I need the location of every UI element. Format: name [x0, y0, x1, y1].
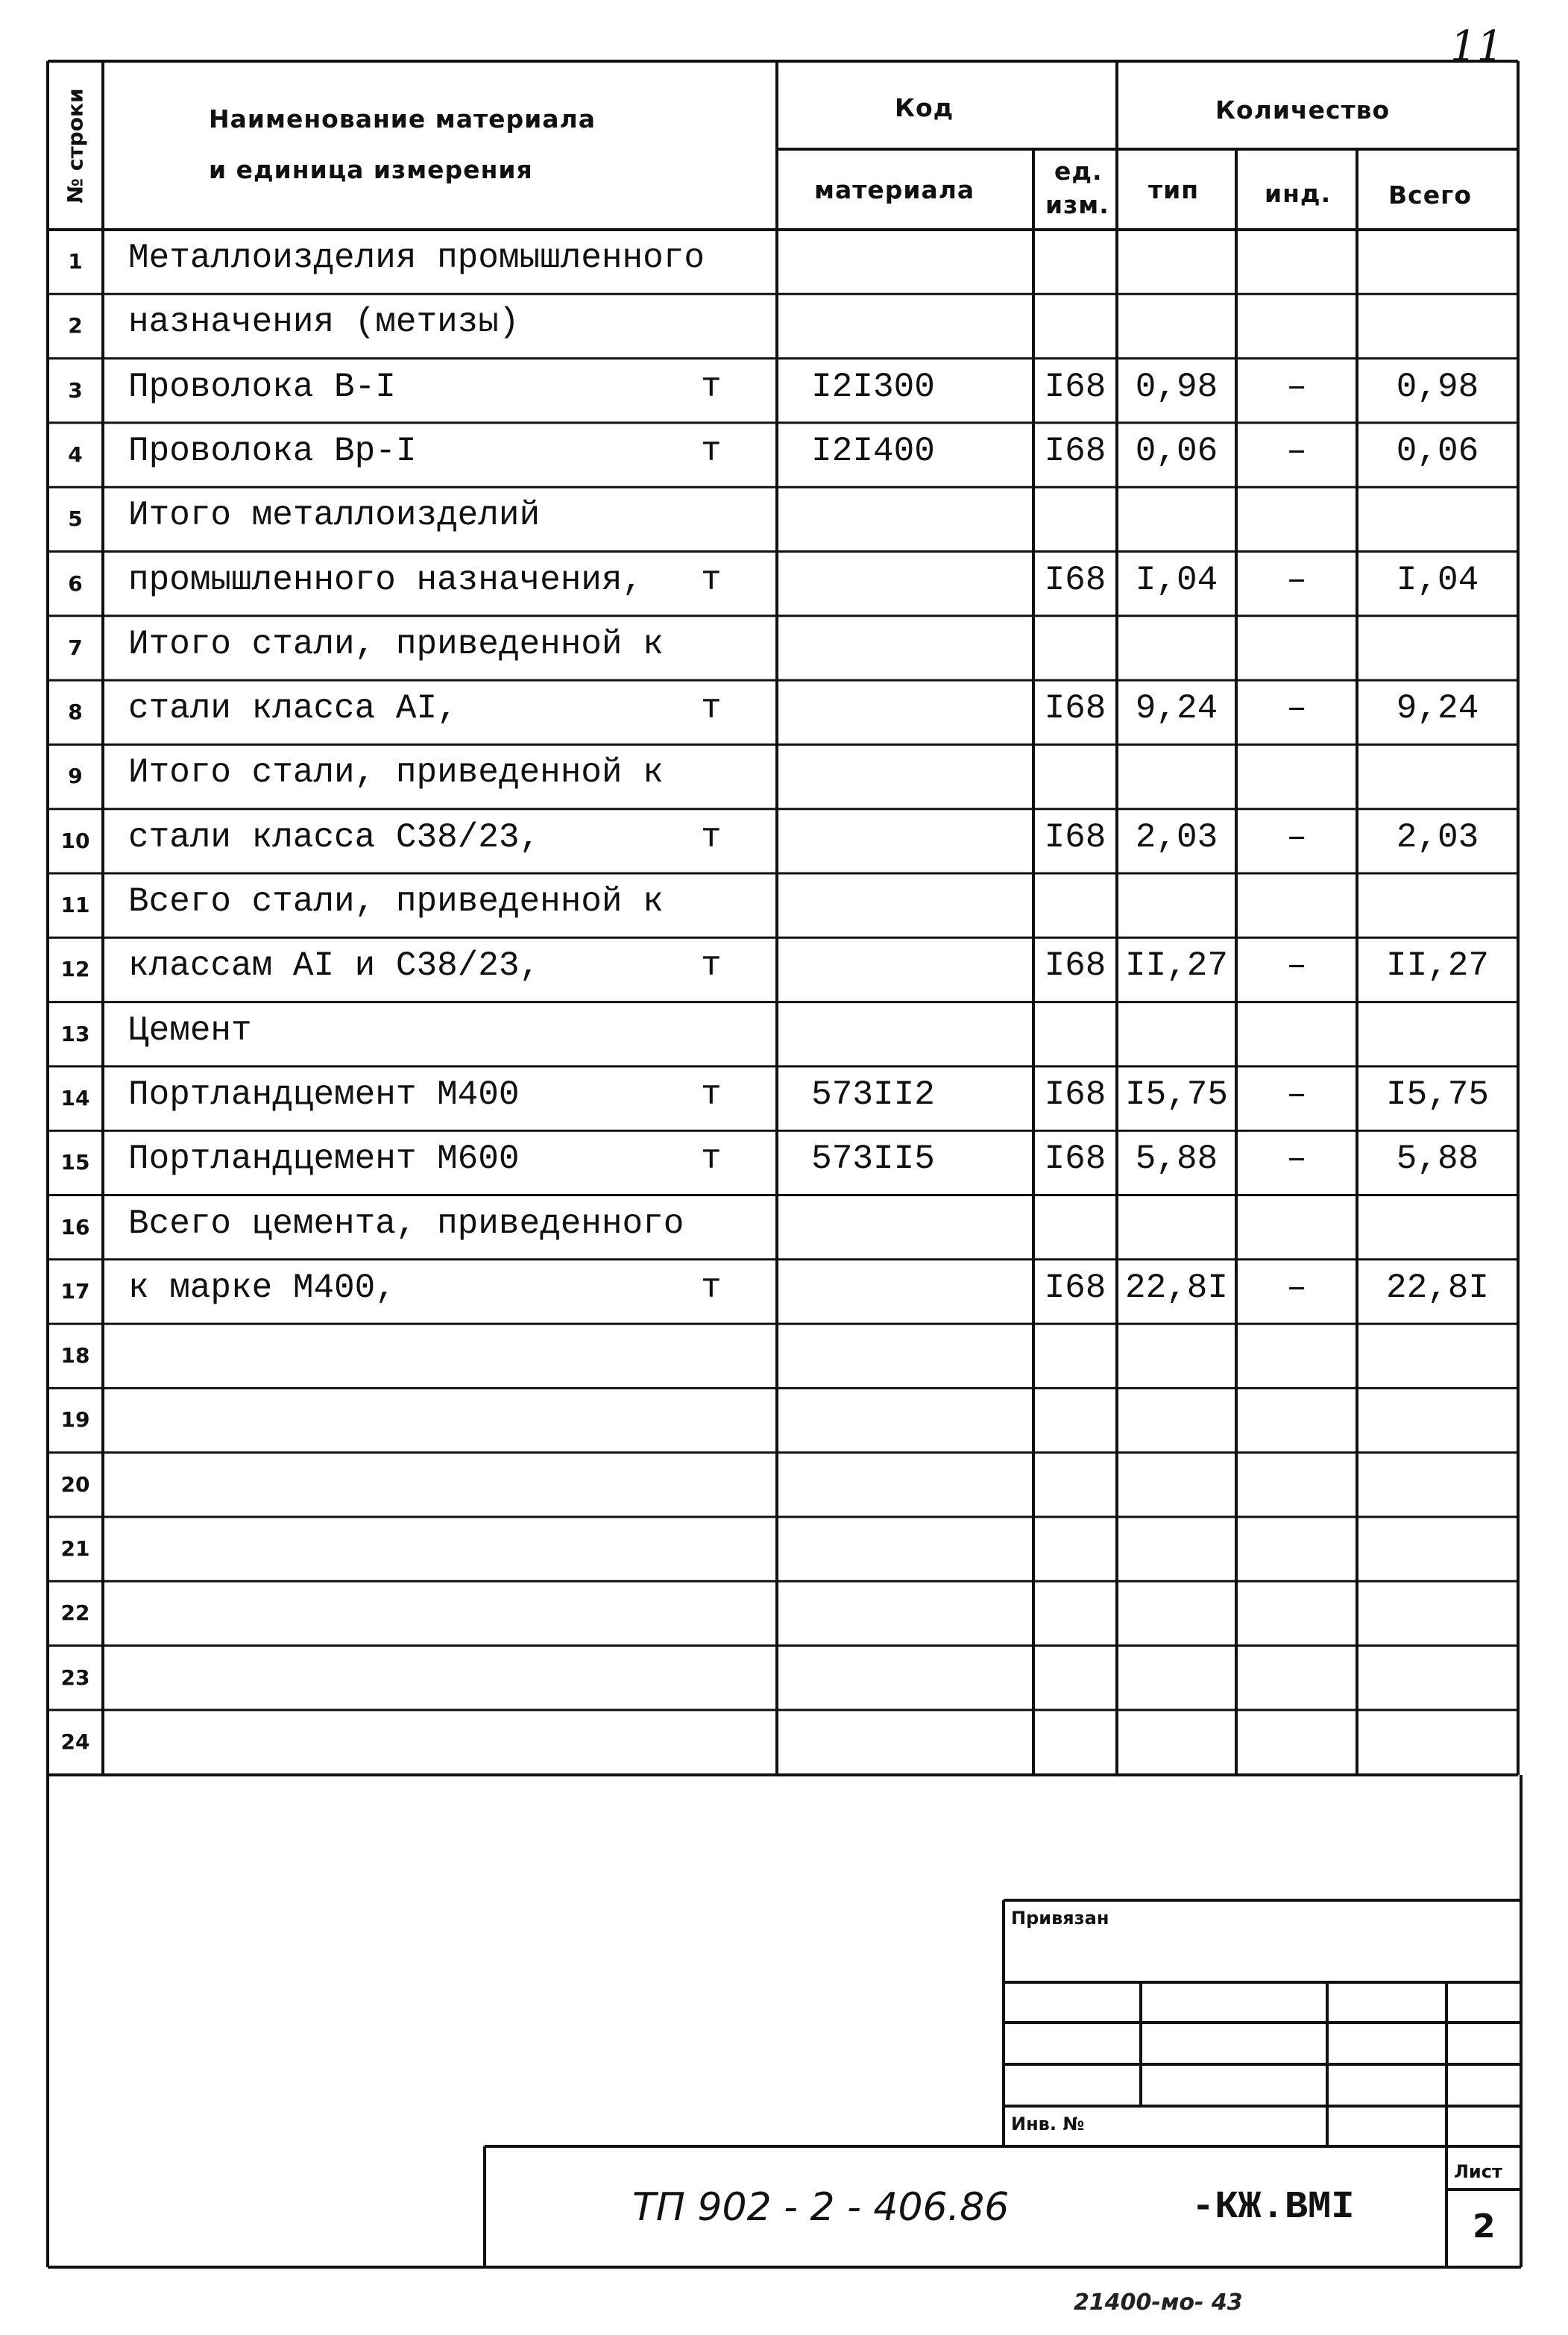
cell-n: 23	[60, 1665, 90, 1690]
qty-type-header: тип	[1148, 175, 1200, 204]
cell-n: 11	[60, 893, 90, 917]
cell-type: 5,88	[1135, 1140, 1218, 1179]
document-code-suffix: -КЖ.ВМI	[1191, 2185, 1355, 2229]
cell-n: 17	[60, 1278, 90, 1304]
unit-header-line1: ед.	[1054, 157, 1103, 186]
cell-total: 22,8I	[1385, 1268, 1490, 1307]
cell-u: т	[701, 1268, 722, 1307]
cell-name: Итого стали, приведенной к	[128, 753, 664, 793]
sheet-number: 2	[1473, 2207, 1496, 2246]
cell-unit: I68	[1044, 946, 1106, 986]
cell-name: Цемент	[128, 1011, 252, 1050]
cell-u: т	[701, 431, 722, 471]
cell-type: I,04	[1135, 560, 1218, 600]
cell-n: 3	[68, 377, 83, 403]
cell-type: 9,24	[1135, 689, 1218, 729]
cell-total: 2,03	[1396, 817, 1479, 857]
cell-n: 1	[68, 249, 83, 274]
cell-unit: I68	[1044, 817, 1106, 857]
document-code: ТП 902 - 2 - 406.86	[632, 2185, 1010, 2230]
cell-ind: –	[1286, 1075, 1307, 1114]
sheet-label: Лист	[1454, 2161, 1502, 2182]
cell-n: 24	[60, 1729, 90, 1754]
cell-unit: I68	[1044, 1140, 1106, 1179]
cell-n: 9	[68, 764, 83, 789]
cell-name: Портландцемент М600	[128, 1140, 520, 1179]
cell-n: 5	[68, 506, 83, 532]
cell-u: т	[701, 946, 722, 986]
cell-unit: I68	[1044, 431, 1106, 471]
cell-total: II,27	[1385, 946, 1490, 986]
cell-n: 8	[68, 700, 83, 725]
cell-total: 0,06	[1396, 431, 1479, 471]
cell-n: 12	[60, 957, 90, 982]
cell-n: 19	[60, 1407, 90, 1433]
cell-code: I2I300	[811, 367, 935, 406]
qty-total-header: Всего	[1388, 180, 1473, 210]
cell-unit: I68	[1044, 560, 1106, 600]
cell-n: 18	[60, 1343, 90, 1368]
cell-name: к марке М400,	[128, 1268, 396, 1307]
cell-name: промышленного назначения,	[128, 560, 643, 600]
cell-n: 21	[60, 1536, 90, 1561]
cell-u: т	[701, 817, 722, 857]
cell-total: 5,88	[1396, 1140, 1479, 1179]
cell-code: I2I400	[811, 431, 935, 471]
cell-u: т	[701, 367, 722, 406]
cell-total: 9,24	[1396, 689, 1479, 729]
cell-n: 2	[68, 313, 83, 339]
cell-code: 573II2	[811, 1075, 935, 1114]
cell-name: стали класса С38/23,	[128, 817, 541, 857]
cell-name: Всего цемента, приведенного	[128, 1204, 684, 1243]
cell-type: I5,75	[1124, 1075, 1229, 1114]
cell-name: Проволока В-I	[128, 367, 396, 406]
cell-n: 15	[60, 1150, 90, 1175]
name-header-line2: и единица измерения	[209, 155, 533, 184]
cell-ind: –	[1286, 367, 1307, 406]
cell-ind: –	[1286, 560, 1307, 600]
cell-ind: –	[1286, 431, 1307, 471]
cell-type: 0,06	[1135, 431, 1218, 471]
cell-ind: –	[1286, 1140, 1307, 1179]
quantity-header: Количество	[1215, 95, 1391, 125]
cell-name: назначения (метизы)	[128, 303, 520, 342]
cell-name: Всего стали, приведенной к	[128, 882, 664, 921]
cell-name: Итого стали, приведенной к	[128, 624, 664, 664]
row-number-header: № строки	[63, 87, 88, 204]
cell-n: 7	[68, 635, 83, 660]
cell-type: 2,03	[1135, 817, 1218, 857]
qty-ind-header: инд.	[1265, 179, 1332, 208]
cell-n: 6	[68, 571, 83, 596]
cell-u: т	[701, 560, 722, 600]
inventory-number-label: Инв. №	[1011, 2114, 1085, 2134]
cell-ind: –	[1286, 946, 1307, 986]
footer-note: 21400-мо- 43	[1074, 2290, 1243, 2316]
cell-u: т	[701, 1075, 722, 1114]
cell-u: т	[701, 1140, 722, 1179]
name-header-line1: Наименование материала	[209, 104, 596, 133]
cell-n: 16	[60, 1214, 90, 1239]
cell-n: 22	[60, 1600, 90, 1626]
cell-total: I5,75	[1385, 1075, 1490, 1114]
cell-ind: –	[1286, 817, 1307, 857]
attached-label: Привязан	[1011, 1908, 1109, 1929]
cell-code: 573II5	[811, 1140, 935, 1179]
cell-total: 0,98	[1396, 367, 1479, 406]
cell-u: т	[701, 689, 722, 729]
cell-type: 0,98	[1135, 367, 1218, 406]
cell-unit: I68	[1044, 689, 1106, 729]
cell-unit: I68	[1044, 1268, 1106, 1307]
cell-n: 10	[60, 828, 90, 853]
cell-n: 14	[60, 1085, 90, 1110]
cell-n: 13	[60, 1021, 90, 1046]
cell-name: Портландцемент М400	[128, 1075, 520, 1114]
page-number: 11	[1450, 22, 1504, 71]
code-header: Код	[895, 93, 954, 122]
cell-n: 4	[68, 441, 83, 467]
cell-name: Металлоизделия промышленного	[128, 239, 705, 277]
code-material-header: материала	[814, 175, 975, 204]
cell-name: Проволока Вр-I	[128, 431, 417, 471]
cell-name: классам АI и С38/23,	[128, 946, 541, 986]
cell-ind: –	[1286, 1268, 1307, 1307]
cell-total: I,04	[1396, 560, 1479, 600]
cell-ind: –	[1286, 689, 1307, 729]
cell-name: Итого металлоизделий	[128, 496, 541, 535]
cell-unit: I68	[1044, 1075, 1106, 1114]
cell-type: 22,8I	[1124, 1268, 1229, 1307]
cell-name: стали класса АI,	[128, 689, 458, 729]
cell-n: 20	[60, 1471, 90, 1497]
unit-header-line2: изм.	[1045, 190, 1109, 219]
cell-unit: I68	[1044, 367, 1106, 406]
cell-type: II,27	[1124, 946, 1229, 986]
